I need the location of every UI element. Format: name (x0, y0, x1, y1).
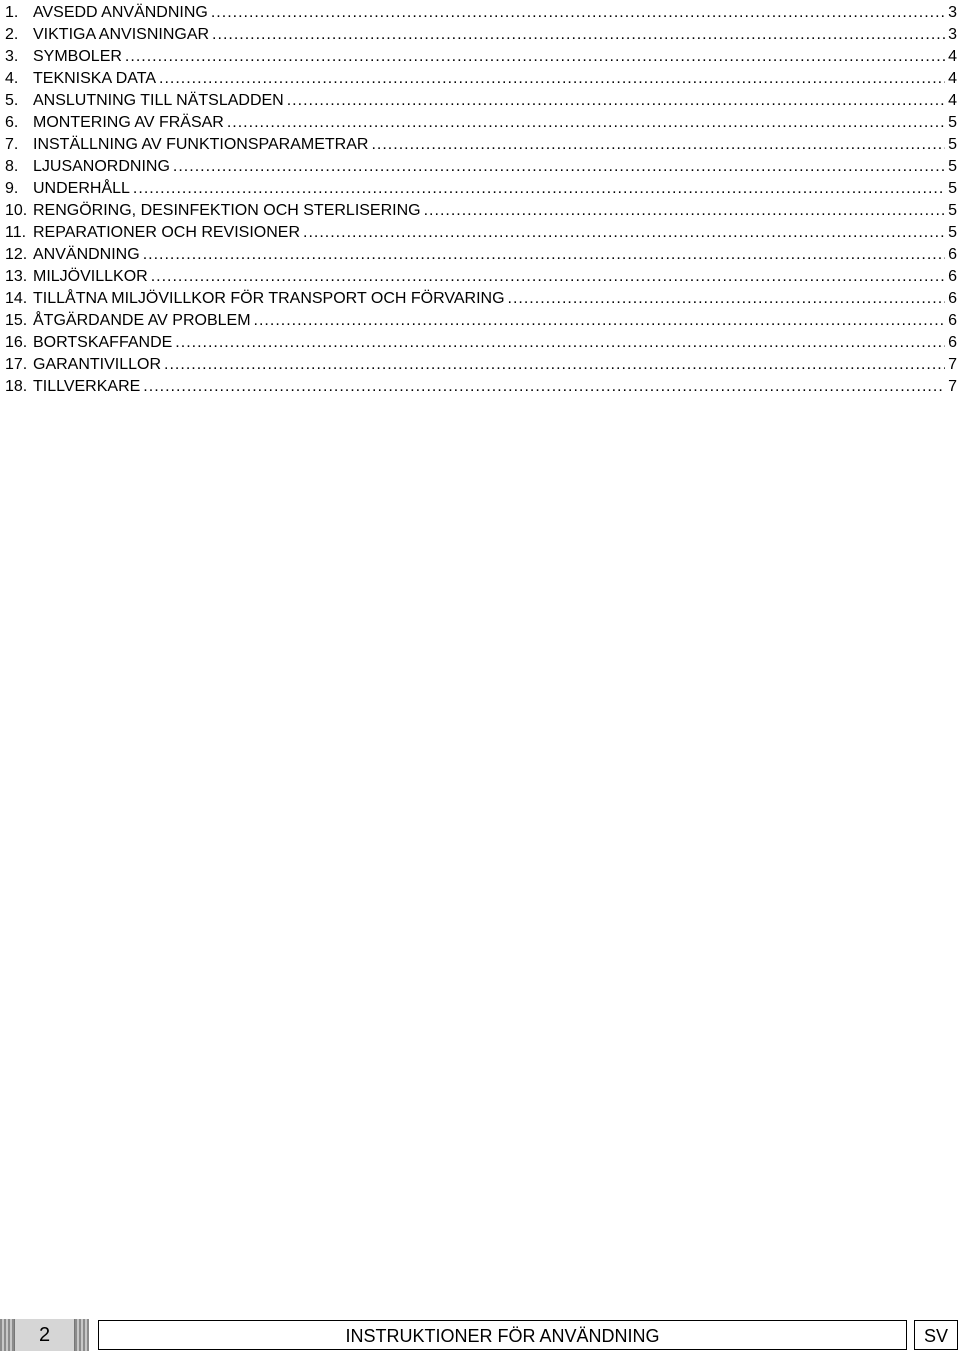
toc-entry-number: 18. (5, 378, 28, 395)
toc-entry-number: 17. (5, 356, 28, 373)
toc-entry[interactable] (5, 68, 957, 90)
toc-dot-leader (371, 134, 945, 156)
toc-entry-title: MILJÖVILLKOR (33, 268, 148, 285)
toc-entry-number: 2. (5, 26, 19, 43)
toc-entry-title: GARANTIVILLOR (33, 356, 162, 373)
toc-dot-leader (159, 68, 945, 90)
toc-dot-leader (175, 332, 945, 354)
toc-entry[interactable] (5, 2, 957, 24)
toc-entry-number: 9. (5, 180, 19, 197)
toc-entry-number: 15. (5, 312, 28, 329)
toc-entry[interactable] (5, 354, 957, 376)
toc-entry-page: 6 (948, 290, 957, 307)
toc-dot-leader (143, 244, 945, 266)
toc-entry-page: 5 (948, 136, 957, 153)
toc-entry-title: SYMBOLER (33, 48, 122, 65)
toc-entry[interactable] (5, 156, 957, 178)
toc-entry-number: 6. (5, 114, 19, 131)
toc-entry-title: AVSEDD ANVÄNDNING (33, 4, 208, 21)
toc-dot-leader (254, 310, 946, 332)
toc-entry-number: 4. (5, 70, 19, 87)
toc-dot-leader (211, 2, 945, 24)
toc-entry-title: TILLÅTNA MILJÖVILLKOR FÖR TRANSPORT OCH FÖRVARING (33, 290, 505, 307)
toc-entry-page: 5 (948, 180, 957, 197)
toc-entry[interactable] (5, 134, 957, 156)
toc-entry[interactable] (5, 332, 957, 354)
toc-entry[interactable] (5, 266, 957, 288)
toc-entry[interactable] (5, 222, 957, 244)
toc-entry-title: TILLVERKARE (33, 378, 141, 395)
toc-entry-title: REPARATIONER OCH REVISIONER (33, 224, 300, 241)
toc-dot-leader (424, 200, 945, 222)
toc-entry-number: 14. (5, 290, 28, 307)
toc-dot-leader (303, 222, 945, 244)
toc-dot-leader (287, 90, 945, 112)
footer-document-title: INSTRUKTIONER FÖR ANVÄNDNING (98, 1320, 907, 1350)
toc-entry-page: 5 (948, 202, 957, 219)
page-number-box (0, 1319, 89, 1351)
toc-entry-page: 6 (948, 268, 957, 285)
toc-entry-number: 1. (5, 4, 19, 21)
toc-entry-title: UNDERHÅLL (33, 180, 130, 197)
toc-entry[interactable] (5, 288, 957, 310)
toc-entry[interactable] (5, 200, 957, 222)
toc-entry-page: 5 (948, 114, 957, 131)
toc-entry[interactable] (5, 310, 957, 332)
toc-entry-page: 7 (948, 356, 957, 373)
toc-entry-title: BORTSKAFFANDE (33, 334, 173, 351)
toc-entry-number: 7. (5, 136, 19, 153)
toc-entry-page: 3 (948, 4, 957, 21)
toc-entry-page: 6 (948, 246, 957, 263)
toc-entry-number: 16. (5, 334, 28, 351)
toc-entry[interactable] (5, 244, 957, 266)
toc-entry-number: 8. (5, 158, 19, 175)
toc-entry[interactable] (5, 46, 957, 68)
toc-entry-page: 6 (948, 312, 957, 329)
toc-entry[interactable] (5, 24, 957, 46)
toc-entry-title: VIKTIGA ANVISNINGAR (33, 26, 210, 43)
toc-entry-title: TEKNISKA DATA (33, 70, 156, 87)
toc-entry-number: 11. (5, 224, 27, 241)
toc-entry-page: 6 (948, 334, 957, 351)
decorative-stripe-left (0, 1319, 14, 1351)
toc-entry-page: 7 (948, 378, 957, 395)
toc-dot-leader (173, 156, 945, 178)
toc-entry[interactable] (5, 376, 957, 398)
footer-language-code: SV (914, 1320, 958, 1350)
toc-dot-leader (151, 266, 945, 288)
toc-entry-title: ANSLUTNING TILL NÄTSLADDEN (33, 92, 284, 109)
toc-entry-number: 3. (5, 48, 19, 65)
toc-dot-leader (164, 354, 945, 376)
toc-entry-title: INSTÄLLNING AV FUNKTIONSPARAMETRAR (33, 136, 369, 153)
page-number: 2 (14, 1319, 75, 1351)
toc-dot-leader (508, 288, 946, 310)
toc-dot-leader (143, 376, 945, 398)
toc-entry-number: 13. (5, 268, 28, 285)
toc-entry-title: LJUSANORDNING (33, 158, 170, 175)
page-footer (0, 1317, 960, 1353)
toc-entry[interactable] (5, 112, 957, 134)
toc-entry-number: 10. (5, 202, 28, 219)
toc-entry[interactable] (5, 90, 957, 112)
toc-dot-leader (133, 178, 945, 200)
toc-entry-page: 5 (948, 224, 957, 241)
toc-dot-leader (227, 112, 945, 134)
toc-entry-title: MONTERING AV FRÄSAR (33, 114, 224, 131)
toc-entry-page: 3 (948, 26, 957, 43)
toc-entry-number: 5. (5, 92, 19, 109)
decorative-stripe-right (75, 1319, 89, 1351)
table-of-contents (5, 2, 957, 398)
toc-entry-page: 4 (948, 70, 957, 87)
toc-entry-page: 5 (948, 158, 957, 175)
toc-entry-page: 4 (948, 92, 957, 109)
toc-entry-number: 12. (5, 246, 28, 263)
toc-entry-title: RENGÖRING, DESINFEKTION OCH STERLISERING (33, 202, 421, 219)
toc-dot-leader (212, 24, 945, 46)
toc-dot-leader (125, 46, 945, 68)
toc-entry-title: ANVÄNDNING (33, 246, 140, 263)
toc-entry-page: 4 (948, 48, 957, 65)
toc-entry-title: ÅTGÄRDANDE AV PROBLEM (33, 312, 251, 329)
toc-entry[interactable] (5, 178, 957, 200)
